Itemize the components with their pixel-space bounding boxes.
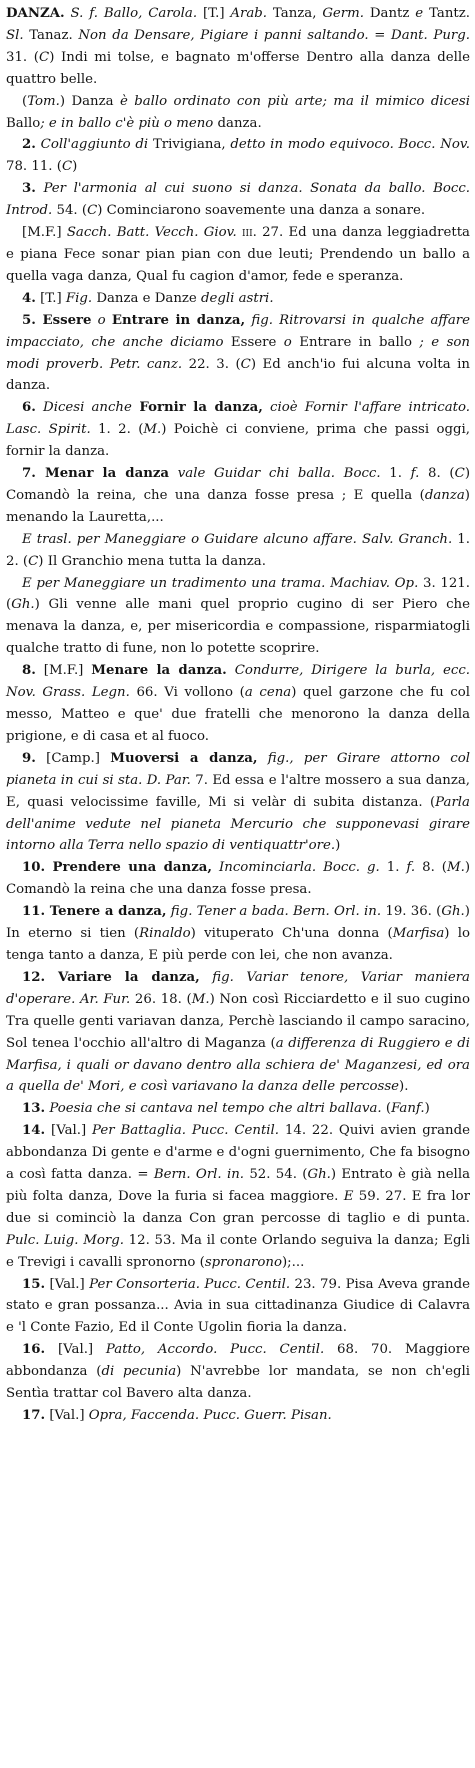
entry-sense-paragraph xyxy=(6,1120,470,1273)
text-run: e xyxy=(415,6,424,21)
entry-headword-paragraph xyxy=(6,3,470,91)
text-run: o xyxy=(91,312,112,328)
text-run: C xyxy=(39,49,50,65)
entry-sense-paragraph xyxy=(6,573,470,661)
text-run: Opra, Faccenda. Pucc. Guerr. Pisan. xyxy=(88,1408,332,1423)
text-run: Per Battaglia. Pucc. Centil. xyxy=(92,1123,280,1139)
text-run: 1. 2. ( xyxy=(6,531,470,569)
text-run: danza. xyxy=(213,115,262,131)
text-run: Patto, Accordo. Pucc. Centil. xyxy=(105,1342,325,1358)
text-run: );... xyxy=(281,1254,305,1270)
text-run: 13. xyxy=(22,1101,46,1117)
text-run: ) Comandò la reina, che una danza fosse presa ; E quella ( xyxy=(6,466,471,503)
text-run: Bern. Orl. in. xyxy=(153,1167,245,1183)
text-run: 14. xyxy=(22,1123,46,1139)
text-run: [M.F.] xyxy=(22,225,67,241)
text-run: 8. xyxy=(22,663,36,679)
text-run: Tantz. xyxy=(423,6,470,21)
entry-sense-paragraph xyxy=(6,1339,470,1405)
text-run: 7. Menar la danza xyxy=(22,466,170,482)
entry-sense-paragraph xyxy=(6,967,470,1098)
text-run: [Val.] xyxy=(45,1408,89,1423)
text-run: Per l'armonia al cui suono si danza. Sonata da ballo. Bocc. Introd. xyxy=(6,181,470,219)
text-run: ) Gli venne alle mani quel proprio cugino di ser Piero che menava la danza, e, per misericordia e compassione, risparmiatogli qualche tratto di fune, non lo potette scoprire. xyxy=(6,597,470,657)
text-run: ) N'avrebbe lor mandata, se non ch'egli Sentìa trattar col Bavero alta danza. xyxy=(6,1364,470,1402)
text-run: 1. 2. ( xyxy=(90,422,144,438)
text-run: Gh. xyxy=(307,1167,331,1183)
text-run: 26. 18. ( xyxy=(130,991,192,1007)
text-run: [T.] xyxy=(35,290,66,306)
text-run: Parla dell'anime vedute nel pianeta Mercurio che supponevasi girare intorno alla Terra nello spazio di ventiquattr'ore. xyxy=(6,794,470,854)
text-run: Fig. xyxy=(65,290,93,306)
text-run: ) In eterno si tien ( xyxy=(6,904,470,942)
text-run: 22. 3. ( xyxy=(182,356,241,372)
entry-sense-paragraph xyxy=(6,288,470,310)
text-run: iii xyxy=(241,225,253,241)
text-run: Incominciarla. Bocc. g. xyxy=(212,860,380,876)
text-run: cioè Fornir l'affare intricato. Lasc. Spirit. xyxy=(6,400,470,438)
text-run: 6. xyxy=(22,400,36,416)
entry-sense-paragraph xyxy=(6,463,470,529)
text-run: [Camp.] xyxy=(35,750,111,766)
text-run: C xyxy=(454,466,465,482)
text-run: ) xyxy=(335,838,341,854)
text-run: Coll'aggiunto di xyxy=(35,137,149,153)
text-run: ) xyxy=(424,1101,430,1117)
text-run: Tanza, xyxy=(267,6,323,21)
text-run: Poesia che si cantava nel tempo che altri ballava. xyxy=(45,1101,382,1117)
text-run: degli astri. xyxy=(200,290,274,306)
text-run: . 27. Ed una danza leggiadretta e piana Fece sonar pian pian con due leuti; Prendendo un ballo a quella vaga danza, Qual fu cagion d'amor, fede e speranza. xyxy=(6,225,470,284)
text-run: fig., per Girare attorno col pianeta in cui si sta. D. Par. xyxy=(6,750,471,788)
text-run: Essere xyxy=(223,334,284,350)
text-run: danza xyxy=(424,487,465,503)
text-run: ) Entrato è già nella più folta danza, Dove la furia si facea maggiore. xyxy=(6,1167,470,1204)
text-run: Ballo xyxy=(6,115,41,131)
text-run: 14. 22. Quivi avien grande abbondanza Di gente e d'arme e d'ogni guernimento, Che fa bisogno a così fatta danza. = xyxy=(6,1123,471,1183)
text-run: 5. Essere xyxy=(22,312,92,328)
text-run: Marfisa xyxy=(392,926,445,942)
text-run: C xyxy=(61,159,73,175)
text-run: 11. Tenere a danza, xyxy=(22,904,167,920)
text-run: 2. xyxy=(22,137,36,153)
text-run: è ballo ordinato con più arte; ma il mimico dicesi xyxy=(119,93,470,109)
text-run: ( xyxy=(381,1101,392,1117)
text-run: detto in modo equivoco. Bocc. Nov. xyxy=(230,137,471,153)
text-run: fig. Ritrovarsi in qualche affare impacciato, che anche diciamo xyxy=(6,312,470,350)
text-run: 4. xyxy=(22,290,36,306)
text-run: Danza e Danze xyxy=(92,290,201,306)
text-run: C xyxy=(28,553,39,569)
text-run: 16. xyxy=(22,1342,46,1358)
text-run: ) Il Granchio mena tutta la danza. xyxy=(38,553,266,569)
text-run: Entrare in ballo xyxy=(291,334,420,350)
text-run: Fanf. xyxy=(391,1101,425,1117)
text-run: ) Non così Ricciardetto e il suo cugino Tra quelle genti variavan danza, Perchè lasciando il campo saracino, Sol tenea l'occhio all'altro di Maganza ( xyxy=(6,991,470,1051)
entry-sense-paragraph xyxy=(6,134,470,178)
text-run: ; e in ballo c'è più o meno xyxy=(40,115,214,131)
text-run: fig. Tener a bada. Bern. Orl. in. xyxy=(166,904,382,920)
text-run: f. xyxy=(406,860,416,876)
text-run: 66. Vi vollono ( xyxy=(129,685,245,701)
text-run: Tom. xyxy=(27,93,60,109)
text-run: Menare la danza. xyxy=(91,663,227,679)
text-run: C xyxy=(240,356,251,372)
text-run: 8. ( xyxy=(419,466,455,482)
text-run: Trivigiana, xyxy=(148,137,231,153)
text-run: 59. 27. E fra lor due si cominciò la danza Con gran percosse di taglio e di punta. xyxy=(6,1188,470,1226)
text-run: M. xyxy=(446,860,465,876)
text-run: C xyxy=(87,203,98,219)
text-run: ( xyxy=(22,93,28,109)
text-run: 15. xyxy=(22,1276,46,1292)
text-run: ) Cominciarono soavemente una danza a sonare. xyxy=(97,203,426,219)
entry-sense-paragraph xyxy=(6,397,470,463)
text-run: ) menando la Lauretta,... xyxy=(6,487,470,525)
text-run: 8. ( xyxy=(415,860,447,876)
text-run: Entrare in danza, xyxy=(111,312,246,328)
entry-sense-paragraph xyxy=(6,91,470,135)
text-run: f. xyxy=(410,466,420,482)
text-run: [M.F.] xyxy=(35,663,92,679)
text-run: [Val.] xyxy=(45,1342,106,1358)
text-run: fig. Variar tenore, Variar maniera d'operare. Ar. Fur. xyxy=(6,969,470,1007)
text-run: [Val.] xyxy=(45,1276,90,1292)
text-run: vale Guidar chi balla. Bocc. xyxy=(169,466,381,482)
text-run: E xyxy=(343,1188,354,1204)
text-run: spronarono xyxy=(204,1254,282,1270)
text-run: Non da Densare, Pigiare i panni saltando. = Dant. Purg. xyxy=(78,27,470,43)
text-run: ) xyxy=(72,159,78,175)
entry-sense-paragraph xyxy=(6,310,470,398)
text-run: ) Danza xyxy=(59,93,120,109)
entry-sense-paragraph xyxy=(6,857,470,901)
text-run: Pulc. Luig. Morg. xyxy=(6,1232,124,1248)
text-run: S. f. Ballo, Carola. xyxy=(64,6,198,21)
text-run: 1. xyxy=(379,860,407,876)
text-run: 12. Variare la danza, xyxy=(22,969,200,985)
text-run: 12. 53. Ma il conte Orlando seguiva la danza; Egli e Trevigi i cavalli spronorno ( xyxy=(6,1232,470,1270)
text-run: ). xyxy=(399,1079,409,1095)
text-run: 68. 70. Maggiore abbondanza ( xyxy=(6,1342,470,1380)
text-run: a cena xyxy=(244,685,292,701)
text-run: Germ. xyxy=(322,6,364,21)
text-run: ) Poichè ci conviene, prima che passi oggi, fornir la danza. xyxy=(6,422,470,460)
text-run: E per Maneggiare un tradimento una trama. Machiav. Op. xyxy=(22,575,419,591)
text-run: o xyxy=(283,334,292,350)
text-run: 19. 36. ( xyxy=(381,904,442,920)
text-run: 1. xyxy=(380,466,411,482)
entry-sense-paragraph xyxy=(6,178,470,222)
text-run: 17. xyxy=(22,1408,46,1423)
text-run: Sl. xyxy=(6,27,24,43)
text-run: 9. xyxy=(22,750,36,766)
text-run: 52. 54. ( xyxy=(244,1167,308,1183)
text-run: Dantz xyxy=(364,6,416,21)
text-run: ; e son modi proverb. Petr. canz. xyxy=(6,334,470,372)
text-run: Sacch. Batt. Vecch. Giov. xyxy=(66,225,237,241)
text-run: Fornir la danza, xyxy=(131,400,263,416)
text-run: ) vituperato Ch'una donna ( xyxy=(190,926,393,942)
text-run: Arab. xyxy=(230,6,268,21)
entry-sense-paragraph xyxy=(6,1405,470,1427)
entry-sense-paragraph xyxy=(6,529,470,573)
text-run: 7. Ed essa e l'altre mossero a sua danza, E, quasi velocissime faville, Mi si velàr di subita distanza. ( xyxy=(6,772,470,810)
text-run: ) Indi mi tolse, e bagnato m'offerse Dentro alla danza delle quattro belle. xyxy=(6,49,470,87)
entry-sense-paragraph xyxy=(6,1274,470,1340)
text-run: ) Ed anch'io fui alcuna volta in danza. xyxy=(6,356,470,394)
text-run: Rinaldo xyxy=(139,926,191,942)
text-run: E trasl. per Maneggiare o Guidare alcuno affare. Salv. Granch. xyxy=(22,531,453,547)
text-run: di pecunia xyxy=(101,1364,177,1380)
text-run: ) lo tenga tanto a danza, E più perde con lei, che non avanza. xyxy=(6,926,470,963)
text-run: Muoversi a danza, xyxy=(110,750,258,766)
text-run: Condurre, Dirigere la burla, ecc. Nov. Grass. Legn. xyxy=(6,663,470,701)
entry-sense-paragraph xyxy=(6,901,470,967)
text-run: ) quel garzone che fu col messo, Matteo e que' due fratelli che menorono la danza della prigione, e di casa et al fuoco. xyxy=(6,685,470,744)
text-run: 31. ( xyxy=(6,49,39,65)
text-run: [T.] xyxy=(197,6,231,21)
text-run: 78. 11. ( xyxy=(6,159,62,175)
text-run: 10. Prendere una danza, xyxy=(22,860,213,876)
text-run: a differenza di Ruggiero e di Marfisa, i quali or davano dentro alla schiera de' Maganzesi, ed ora a quella de' Mori, e così variavano la danza delle percosse xyxy=(6,1035,470,1095)
text-run: Per Consorteria. Pucc. Centil. xyxy=(89,1276,291,1292)
text-run: M. xyxy=(191,991,210,1007)
text-run: Dicesi anche xyxy=(35,400,132,416)
text-run: Tanaz. xyxy=(23,27,79,43)
text-run: 3. xyxy=(22,181,36,197)
entry-sense-paragraph xyxy=(6,660,470,748)
text-run: Gh. xyxy=(441,904,465,920)
text-run: 23. 79. Pisa Aveva grande stato e gran possanza... Avia in sua cittadinanza Giudice di Calavra e 'l Conte Fazio, Ed il Conte Ugolin fioria la danza. xyxy=(6,1276,470,1336)
entry-sense-paragraph xyxy=(6,748,470,858)
text-run: M. xyxy=(143,422,162,438)
entry-sense-paragraph xyxy=(6,222,470,288)
text-run: 54. ( xyxy=(52,203,88,219)
entry-sense-paragraph xyxy=(6,1098,470,1120)
text-run: ) Comandò la reina che una danza fosse presa. xyxy=(6,860,471,898)
text-run: [Val.] xyxy=(45,1123,93,1139)
text-run: DANZA. xyxy=(6,6,65,21)
text-run: Gh. xyxy=(11,597,35,613)
text-run: 3. 121. ( xyxy=(6,575,470,613)
